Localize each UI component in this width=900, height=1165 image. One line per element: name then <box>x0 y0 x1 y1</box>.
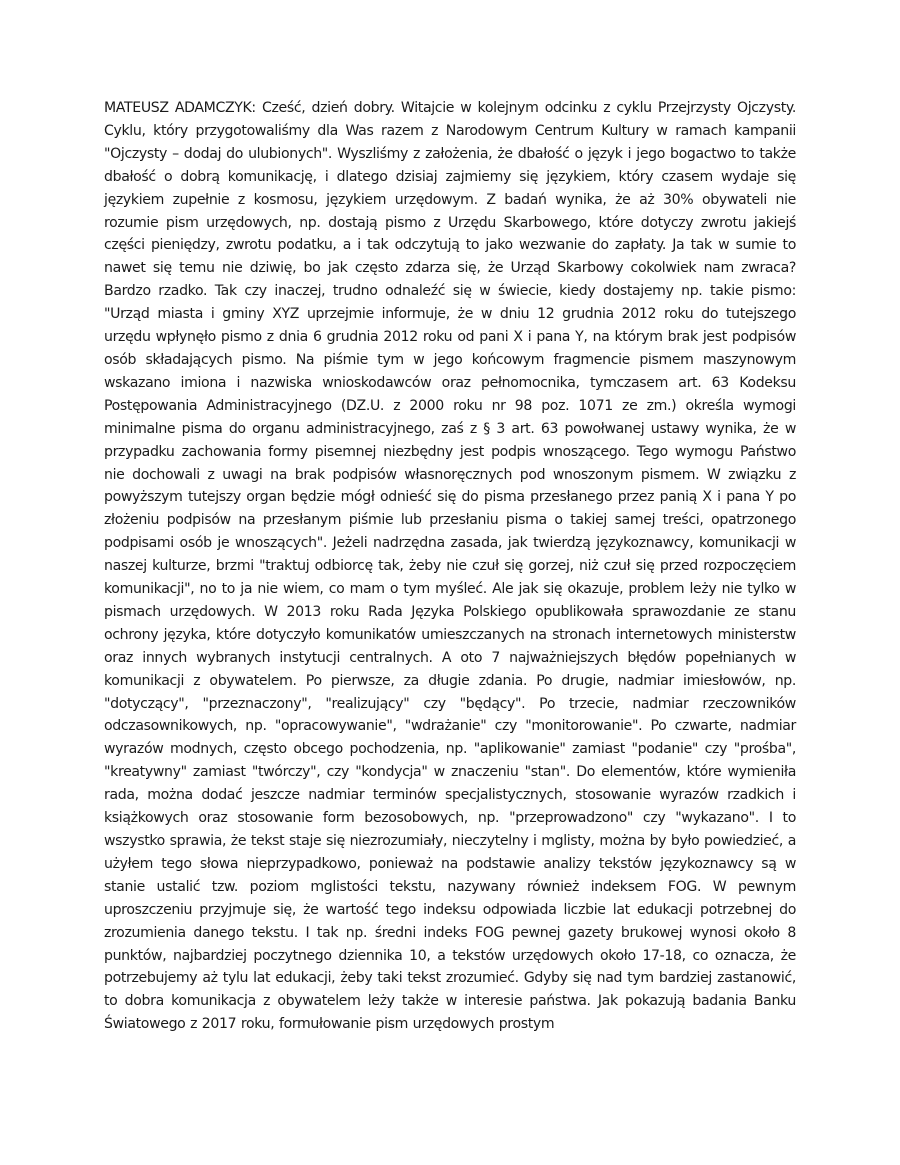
transcript-paragraph: MATEUSZ ADAMCZYK: Cześć, dzień dobry. Witajcie w kolejnym odcinku z cyklu Przejrzysty Ojczysty. Cyklu, który przygotowaliśmy dla Was razem z Narodowym Centrum Kultury w ramach kampanii "Ojczysty – dodaj do ulubionych". Wyszliśmy z założenia, że dbałość o język i jego bogactwo to także dbałość o dobrą komunikację, i dlatego dzisiaj zajmiemy się językiem, który czasem wydaje się językiem zupełnie z kosmosu, językiem urzędowym. Z badań wynika, że aż 30% obywateli nie rozumie pism urzędowych, np. dostają pismo z Urzędu Skarbowego, które dotyczy zwrotu jakiejś części pieniędzy, zwrotu podatku, a i tak odczytują to jako wezwanie do zapłaty. Ja tak w sumie to nawet się temu nie dziwię, bo jak często zdarza się, że Urząd Skarbowy cokolwiek nam zwraca? Bardzo rzadko. Tak czy inaczej, trudno odnaleźć się w świecie, kiedy dostajemy np. takie pismo: "Urząd miasta i gminy XYZ uprzejmie informuje, że w dniu 12 grudnia 2012 roku do tutejszego urzędu wpłynęło pismo z dnia 6 grudnia 2012 roku od pani X i pana Y, na którym brak jest podpisów osób składających pismo. Na piśmie tym w jego końcowym fragmencie pismem maszynowym wskazano imiona i nazwiska wnioskodawców oraz pełnomocnika, tymczasem art. 63 Kodeksu Postępowania Administracyjnego (DZ.U. z 2000 roku nr 98 poz. 1071 ze zm.) określa wymogi minimalne pisma do organu administracyjnego, zaś z § 3 art. 63 powołwanej ustawy wynika, że w przypadku zachowania formy pisemnej niezbędny jest podpis wnoszącego. Tego wymogu Państwo nie dochowali z uwagi na brak podpisów własnoręcznych pod wnoszonym pismem. W związku z powyższym tutejszy organ będzie mógł odnieść się do pisma przesłanego przez panią X i pana Y po złożeniu podpisów na przesłanym piśmie lub przesłaniu pisma o takiej samej treści, opatrzonego podpisami osób je wnoszących". Jeżeli nadrzędna zasada, jak twierdzą językoznawcy, komunikacji w naszej kulturze, brzmi "traktuj odbiorcę tak, żeby nie czuł się gorzej, niż czuł się przed rozpoczęciem komunikacji", no to ja nie wiem, co mam o tym myśleć. Ale jak się okazuje, problem leży nie tylko w pismach urzędowych. W 2013 roku Rada Języka Polskiego opublikowała sprawozdanie ze stanu ochrony języka, które dotyczyło komunikatów umieszczanych na stronach internetowych ministerstw oraz innych wybranych instytucji centralnych. A oto 7 najważniejszych błędów popełnianych w komunikacji z obywatelem. Po pierwsze, za długie zdania. Po drugie, nadmiar imiesłowów, np. "dotyczący", "przeznaczony", "realizujący" czy "będący". Po trzecie, nadmiar rzeczowników odczasownikowych, np. "opracowywanie", "wdrażanie" czy "monitorowanie". Po czwarte, nadmiar wyrazów modnych, często obcego pochodzenia, np. "aplikowanie" zamiast "podanie" czy "prośba", "kreatywny" zamiast "twórczy", czy "kondycja" w znaczeniu "stan". Do elementów, które wymieniła rada, można dodać jeszcze nadmiar terminów specjalistycznych, stosowanie wyrazów rzadkich i książkowych oraz stosowanie form bezosobowych, np. "przeprowadzono" czy "wykazano". I to wszystko sprawia, że tekst staje się niezrozumiały, nieczytelny i mglisty, można by było powiedzieć, a użyłem tego słowa nieprzypadkowo, ponieważ na podstawie analizy tekstów językoznawcy są w stanie ustalić tzw. poziom mglistości tekstu, nazywany również indeksem FOG. W pewnym uproszczeniu przyjmuje się, że wartość tego indeksu odpowiada liczbie lat edukacji potrzebnej do zrozumienia danego tekstu. I tak np. średni indeks FOG pewnej gazety brukowej wynosi około 8 punktów, najbardziej poczytnego dziennika 10, a tekstów urzędowych około 17-18, co oznacza, że potrzebujemy aż tylu lat edukacji, żeby taki tekst zrozumieć. Gdyby się nad tym bardziej zastanowić, to dobra komunikacja z obywatelem leży także w interesie państwa. Jak pokazują badania Banku Światowego z 2017 roku, formułowanie pism urzędowych prostym <box>104 100 796 1033</box>
